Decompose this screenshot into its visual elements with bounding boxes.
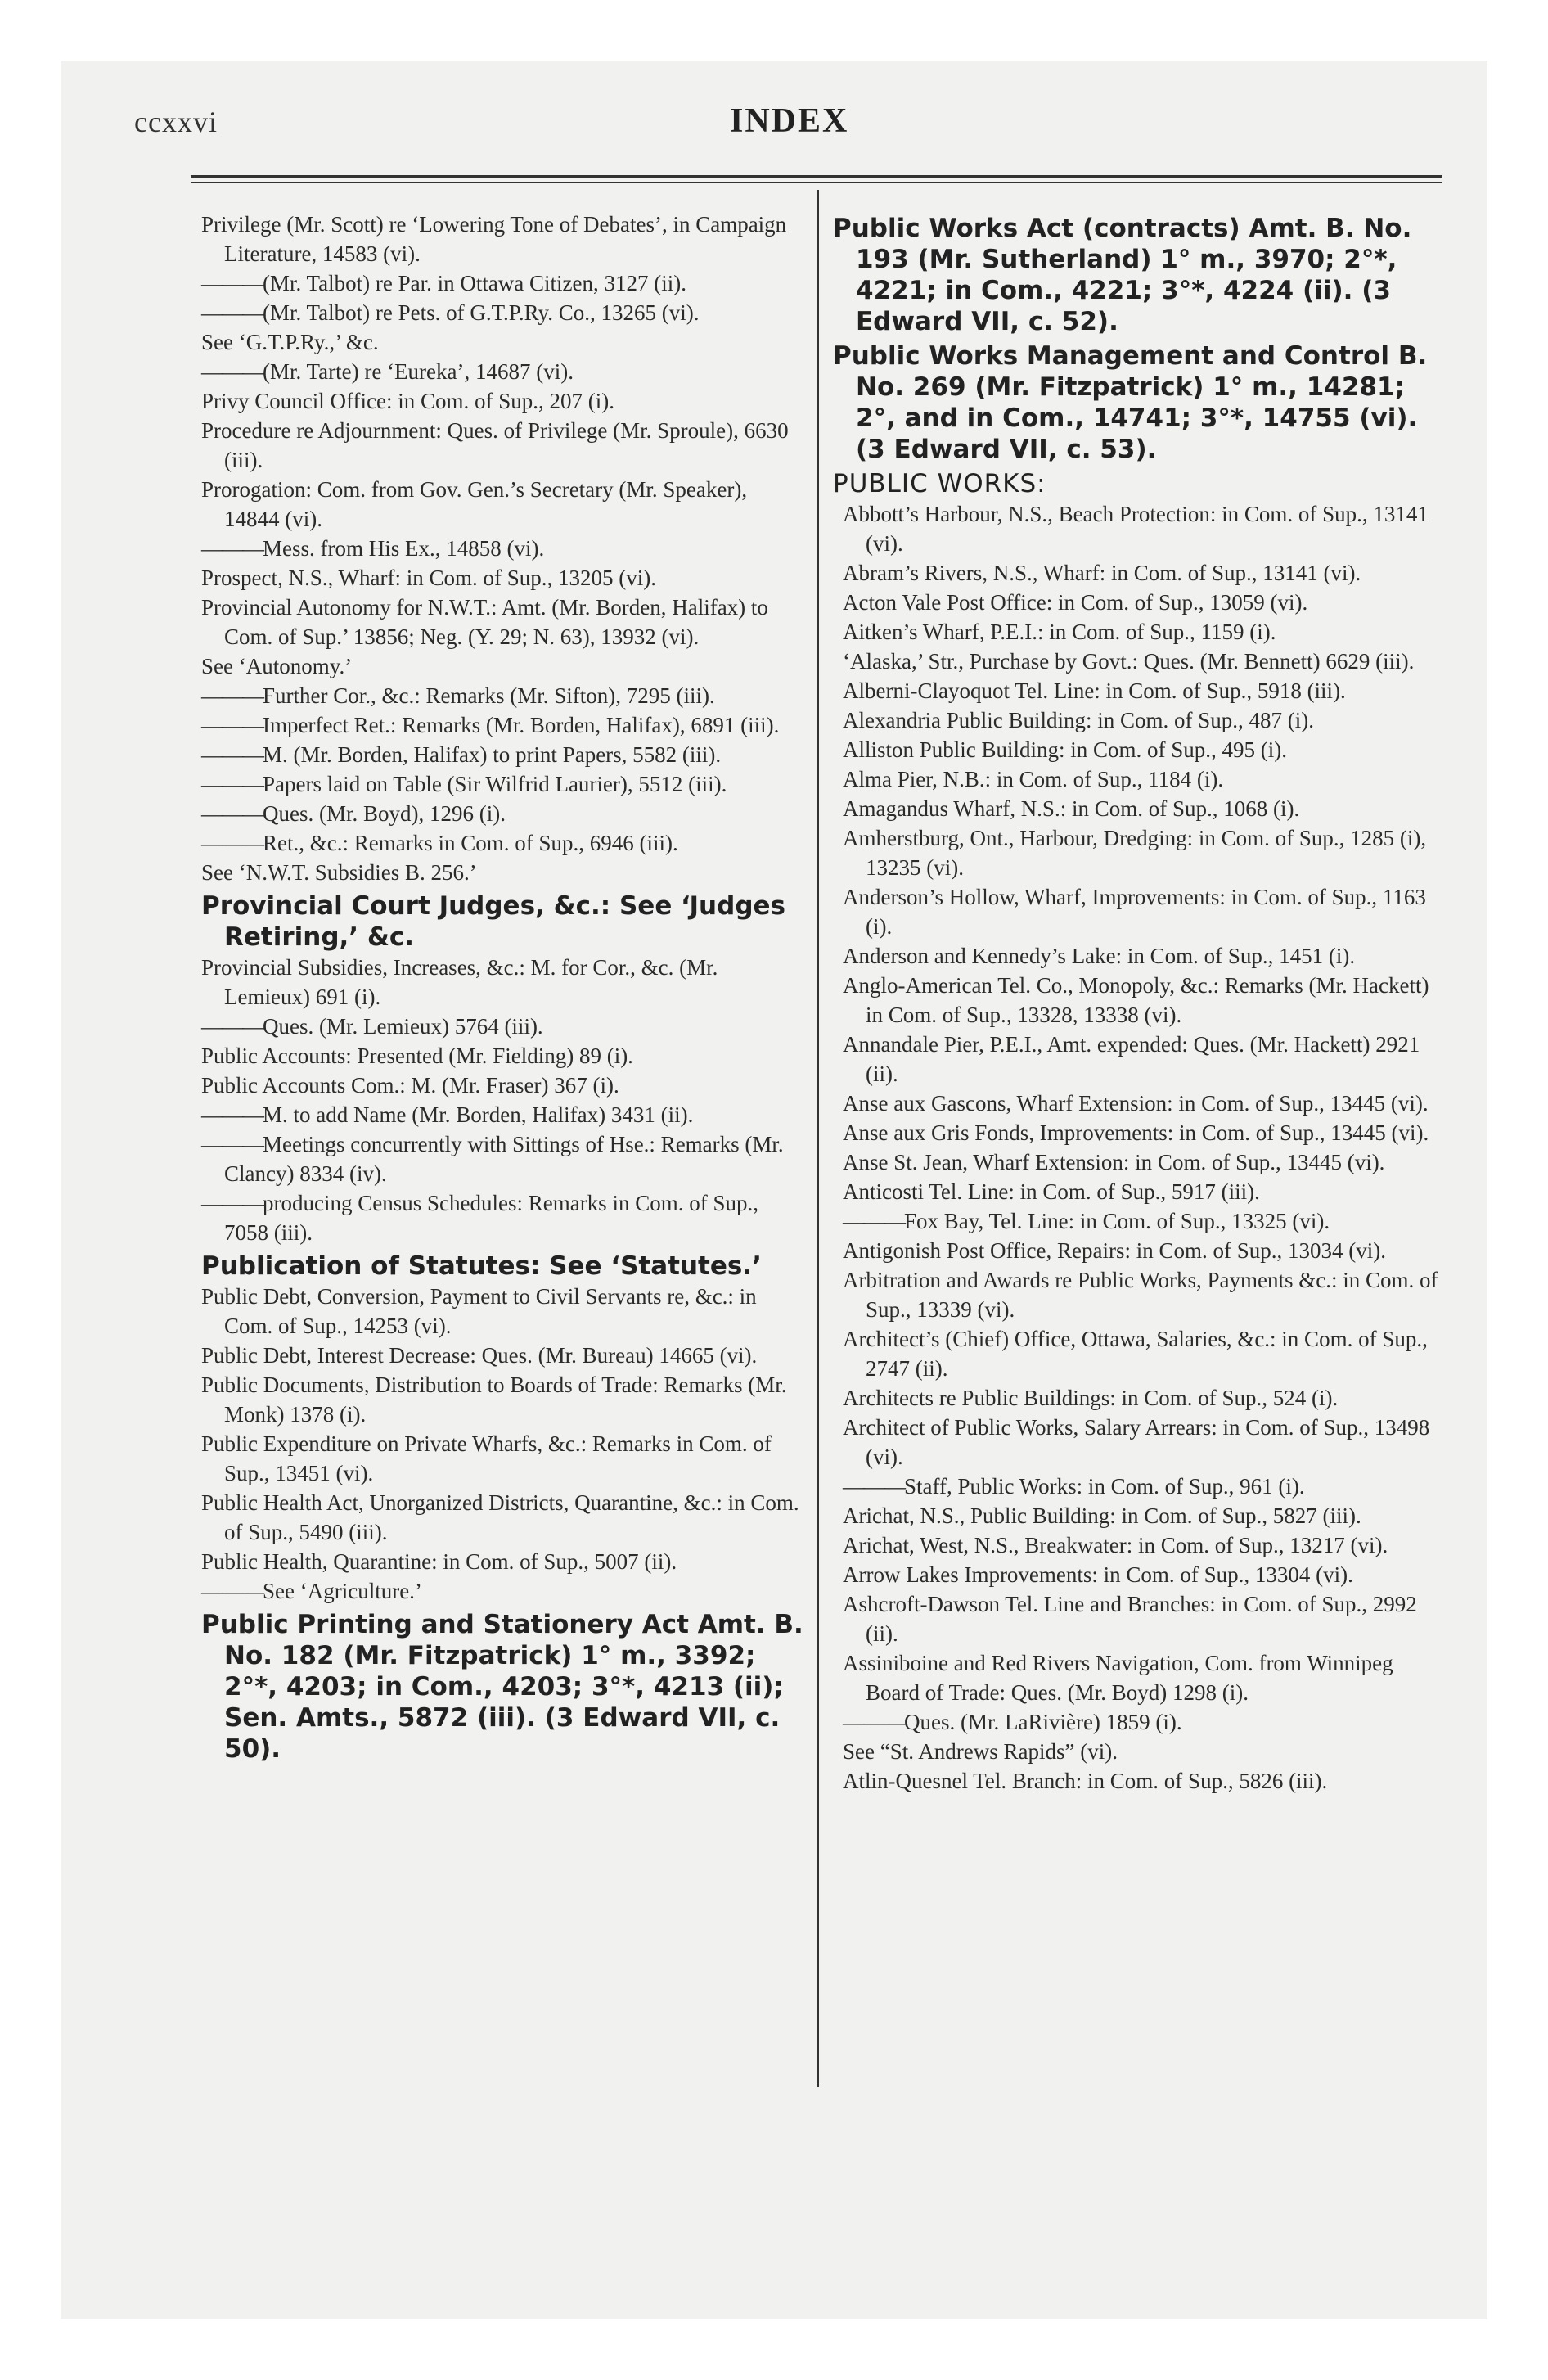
index-entry: Aitken’s Wharf, P.E.I.: in Com. of Sup., 1159 (i). — [843, 620, 1276, 644]
index-entry: Procedure re Adjournment: Ques. of Privilege (Mr. Sproule), 6630 (iii). — [201, 418, 789, 472]
index-entry: Antigonish Post Office, Repairs: in Com. of Sup., 13034 (vi). — [843, 1238, 1386, 1263]
index-subentry: ——— Ques. (Mr. Boyd), 1296 (i). — [201, 799, 807, 828]
index-entry: See “St. Andrews Rapids” (vi). — [843, 1739, 1118, 1764]
index-entry: Privilege (Mr. Scott) re ‘Lowering Tone of Debates’, in Campaign Literature, 14583 (vi). — [201, 212, 787, 266]
index-entry: Assiniboine and Red Rivers Navigation, Com. from Winnipeg Board of Trade: Ques. (Mr. Boyd) 1298 (i). — [843, 1651, 1393, 1705]
index-entry: Public Documents, Distribution to Boards of Trade: Remarks (Mr. Monk) 1378 (i). — [201, 1373, 787, 1427]
index-entry: ‘Alaska,’ Str., Purchase by Govt.: Ques. (Mr. Bennett) 6629 (iii). — [843, 649, 1415, 674]
index-entry: Abram’s Rivers, N.S., Wharf: in Com. of Sup., 13141 (vi). — [843, 561, 1361, 585]
index-entry: Public Health, Quarantine: in Com. of Sup., 5007 (ii). — [201, 1549, 677, 1574]
index-entry: Provincial Subsidies, Increases, &c.: M. for Cor., &c. (Mr. Lemieux) 691 (i). — [201, 955, 718, 1009]
index-entry: Public Expenditure on Private Wharfs, &c.: Remarks in Com. of Sup., 13451 (vi). — [201, 1431, 772, 1485]
index-heading-entry: Public Works Management and Control B. No. 269 (Mr. Fitzpatrick) 1° m., 14281; 2°, and in Com., 14741; 3°*, 14755 (vi). (3 Edward VII, c. 53). — [833, 341, 1428, 464]
index-subentry: ——— Staff, Public Works: in Com. of Sup., 961 (i). — [833, 1472, 1448, 1501]
index-subentry: ——— (Mr. Talbot) re Pets. of G.T.P.Ry. Co., 13265 (vi). — [201, 298, 807, 327]
index-entry: Ashcroft-Dawson Tel. Line and Branches: in Com. of Sup., 2992 (ii). — [843, 1592, 1417, 1646]
index-entry: Anticosti Tel. Line: in Com. of Sup., 5917 (iii). — [843, 1179, 1260, 1204]
index-entry: Public Accounts: Presented (Mr. Fielding) 89 (i). — [201, 1044, 633, 1068]
index-subentry: ——— M. to add Name (Mr. Borden, Halifax) 3431 (ii). — [201, 1100, 807, 1129]
index-heading-entry: Publication of Statutes: See ‘Statutes.’ — [201, 1251, 762, 1281]
index-entry: Architect of Public Works, Salary Arrears: in Com. of Sup., 13498 (vi). — [843, 1415, 1430, 1469]
page-folio: ccxxvi — [134, 106, 218, 138]
index-entry: Anse aux Gascons, Wharf Extension: in Com. of Sup., 13445 (vi). — [843, 1091, 1429, 1116]
index-entry: See ‘N.W.T. Subsidies B. 256.’ — [201, 860, 477, 885]
header-rule-thin — [191, 182, 1442, 183]
index-entry: Alexandria Public Building: in Com. of Sup., 487 (i). — [843, 708, 1314, 732]
index-entry: Provincial Autonomy for N.W.T.: Amt. (Mr. Borden, Halifax) to Com. of Sup.’ 13856; Neg. (Y. 29; N. 63), 13932 (vi). — [201, 595, 768, 649]
index-heading-entry: Public Printing and Stationery Act Amt. B. No. 182 (Mr. Fitzpatrick) 1° m., 3392; 2°*, 4203; in Com., 4203; 3°*, 4213 (ii); Sen. Amts., 5872 (iii). (3 Edward VII, c. 50). — [201, 1610, 803, 1764]
index-entry: Architects re Public Buildings: in Com. of Sup., 524 (i). — [843, 1386, 1339, 1410]
index-entry: Anse aux Gris Fonds, Improvements: in Com. of Sup., 13445 (vi). — [843, 1120, 1429, 1145]
index-subentry: ——— Further Cor., &c.: Remarks (Mr. Sifton), 7295 (iii). — [201, 681, 807, 710]
index-heading-entry: Public Works Act (contracts) Amt. B. No. 193 (Mr. Sutherland) 1° m., 3970; 2°*, 4221; in Com., 4221; 3°*, 4224 (ii). (3 Edward VII, c. 52). — [833, 214, 1412, 336]
page-title: INDEX — [730, 102, 849, 140]
index-entry: Public Debt, Interest Decrease: Ques. (Mr. Bureau) 14665 (vi). — [201, 1343, 758, 1368]
index-entry: Annandale Pier, P.E.I., Amt. expended: Ques. (Mr. Hackett) 2921 (ii). — [843, 1032, 1420, 1086]
index-subentry: ——— Ques. (Mr. Lemieux) 5764 (iii). — [201, 1012, 807, 1041]
index-entry: Anderson’s Hollow, Wharf, Improvements: in Com. of Sup., 1163 (i). — [843, 885, 1426, 939]
index-entry: Amagandus Wharf, N.S.: in Com. of Sup., 1068 (i). — [843, 796, 1300, 821]
index-heading-entry: PUBLIC WORKS: — [833, 469, 1046, 498]
index-subentry: ——— Ret., &c.: Remarks in Com. of Sup., 6946 (iii). — [201, 828, 807, 858]
index-heading-entry: Provincial Court Judges, &c.: See ‘Judges Retiring,’ &c. — [201, 891, 785, 952]
index-entry: Anse St. Jean, Wharf Extension: in Com. of Sup., 13445 (vi). — [843, 1150, 1385, 1174]
index-subentry: ——— (Mr. Tarte) re ‘Eureka’, 14687 (vi). — [201, 357, 807, 386]
index-subentry: ——— Mess. from His Ex., 14858 (vi). — [201, 534, 807, 563]
index-entry: See ‘Autonomy.’ — [201, 654, 353, 678]
left-column — [201, 210, 807, 1765]
index-subentry: ——— (Mr. Talbot) re Par. in Ottawa Citizen, 3127 (ii). — [201, 268, 807, 298]
index-entry: Arrow Lakes Improvements: in Com. of Sup., 13304 (vi). — [843, 1562, 1353, 1587]
right-column — [833, 210, 1448, 1796]
index-entry: Atlin-Quesnel Tel. Branch: in Com. of Sup., 5826 (iii). — [843, 1769, 1328, 1793]
index-entry: Arichat, West, N.S., Breakwater: in Com. of Sup., 13217 (vi). — [843, 1533, 1388, 1557]
index-entry: Privy Council Office: in Com. of Sup., 207 (i). — [201, 389, 614, 413]
index-entry: Anderson and Kennedy’s Lake: in Com. of Sup., 1451 (i). — [843, 944, 1356, 968]
index-entry: Prorogation: Com. from Gov. Gen.’s Secretary (Mr. Speaker), 14844 (vi). — [201, 477, 748, 531]
index-subentry: ——— See ‘Agriculture.’ — [201, 1576, 807, 1606]
index-entry: Arichat, N.S., Public Building: in Com. of Sup., 5827 (iii). — [843, 1503, 1361, 1528]
index-subentry: ——— Papers laid on Table (Sir Wilfrid Laurier), 5512 (iii). — [201, 769, 807, 799]
index-entry: Public Debt, Conversion, Payment to Civil Servants re, &c.: in Com. of Sup., 14253 (vi). — [201, 1284, 757, 1338]
index-entry: Alma Pier, N.B.: in Com. of Sup., 1184 (i). — [843, 767, 1224, 791]
index-subentry: ——— M. (Mr. Borden, Halifax) to print Papers, 5582 (iii). — [201, 740, 807, 769]
index-entry: Architect’s (Chief) Office, Ottawa, Salaries, &c.: in Com. of Sup., 2747 (ii). — [843, 1327, 1428, 1381]
index-entry: Public Health Act, Unorganized Districts, Quarantine, &c.: in Com. of Sup., 5490 (iii). — [201, 1490, 799, 1544]
index-entry: Acton Vale Post Office: in Com. of Sup., 13059 (vi). — [843, 590, 1308, 615]
index-entry: Alberni-Clayoquot Tel. Line: in Com. of Sup., 5918 (iii). — [843, 678, 1346, 703]
index-entry: Abbott’s Harbour, N.S., Beach Protection: in Com. of Sup., 13141 (vi). — [843, 502, 1429, 556]
index-subentry: ——— producing Census Schedules: Remarks in Com. of Sup., 7058 (iii). — [201, 1188, 807, 1247]
index-subentry: ——— Imperfect Ret.: Remarks (Mr. Borden, Halifax), 6891 (iii). — [201, 710, 807, 740]
index-entry: Amherstburg, Ont., Harbour, Dredging: in Com. of Sup., 1285 (i), 13235 (vi). — [843, 826, 1427, 880]
index-entry: Prospect, N.S., Wharf: in Com. of Sup., 13205 (vi). — [201, 566, 656, 590]
index-entry: Arbitration and Awards re Public Works, Payments &c.: in Com. of Sup., 13339 (vi). — [843, 1268, 1438, 1322]
column-divider — [817, 190, 819, 2087]
index-entry: See ‘G.T.P.Ry.,’ &c. — [201, 330, 379, 354]
index-entry: Alliston Public Building: in Com. of Sup., 495 (i). — [843, 737, 1288, 762]
index-entry: Public Accounts Com.: M. (Mr. Fraser) 367 (i). — [201, 1073, 619, 1098]
index-subentry: ——— Ques. (Mr. LaRivière) 1859 (i). — [833, 1707, 1448, 1737]
index-entry: Anglo-American Tel. Co., Monopoly, &c.: Remarks (Mr. Hackett) in Com. of Sup., 13328, 13338 (vi). — [843, 973, 1429, 1027]
index-subentry: ——— Fox Bay, Tel. Line: in Com. of Sup., 13325 (vi). — [833, 1206, 1448, 1236]
header-rule — [191, 175, 1442, 178]
index-subentry: ——— Meetings concurrently with Sittings of Hse.: Remarks (Mr. Clancy) 8334 (iv). — [201, 1129, 807, 1188]
